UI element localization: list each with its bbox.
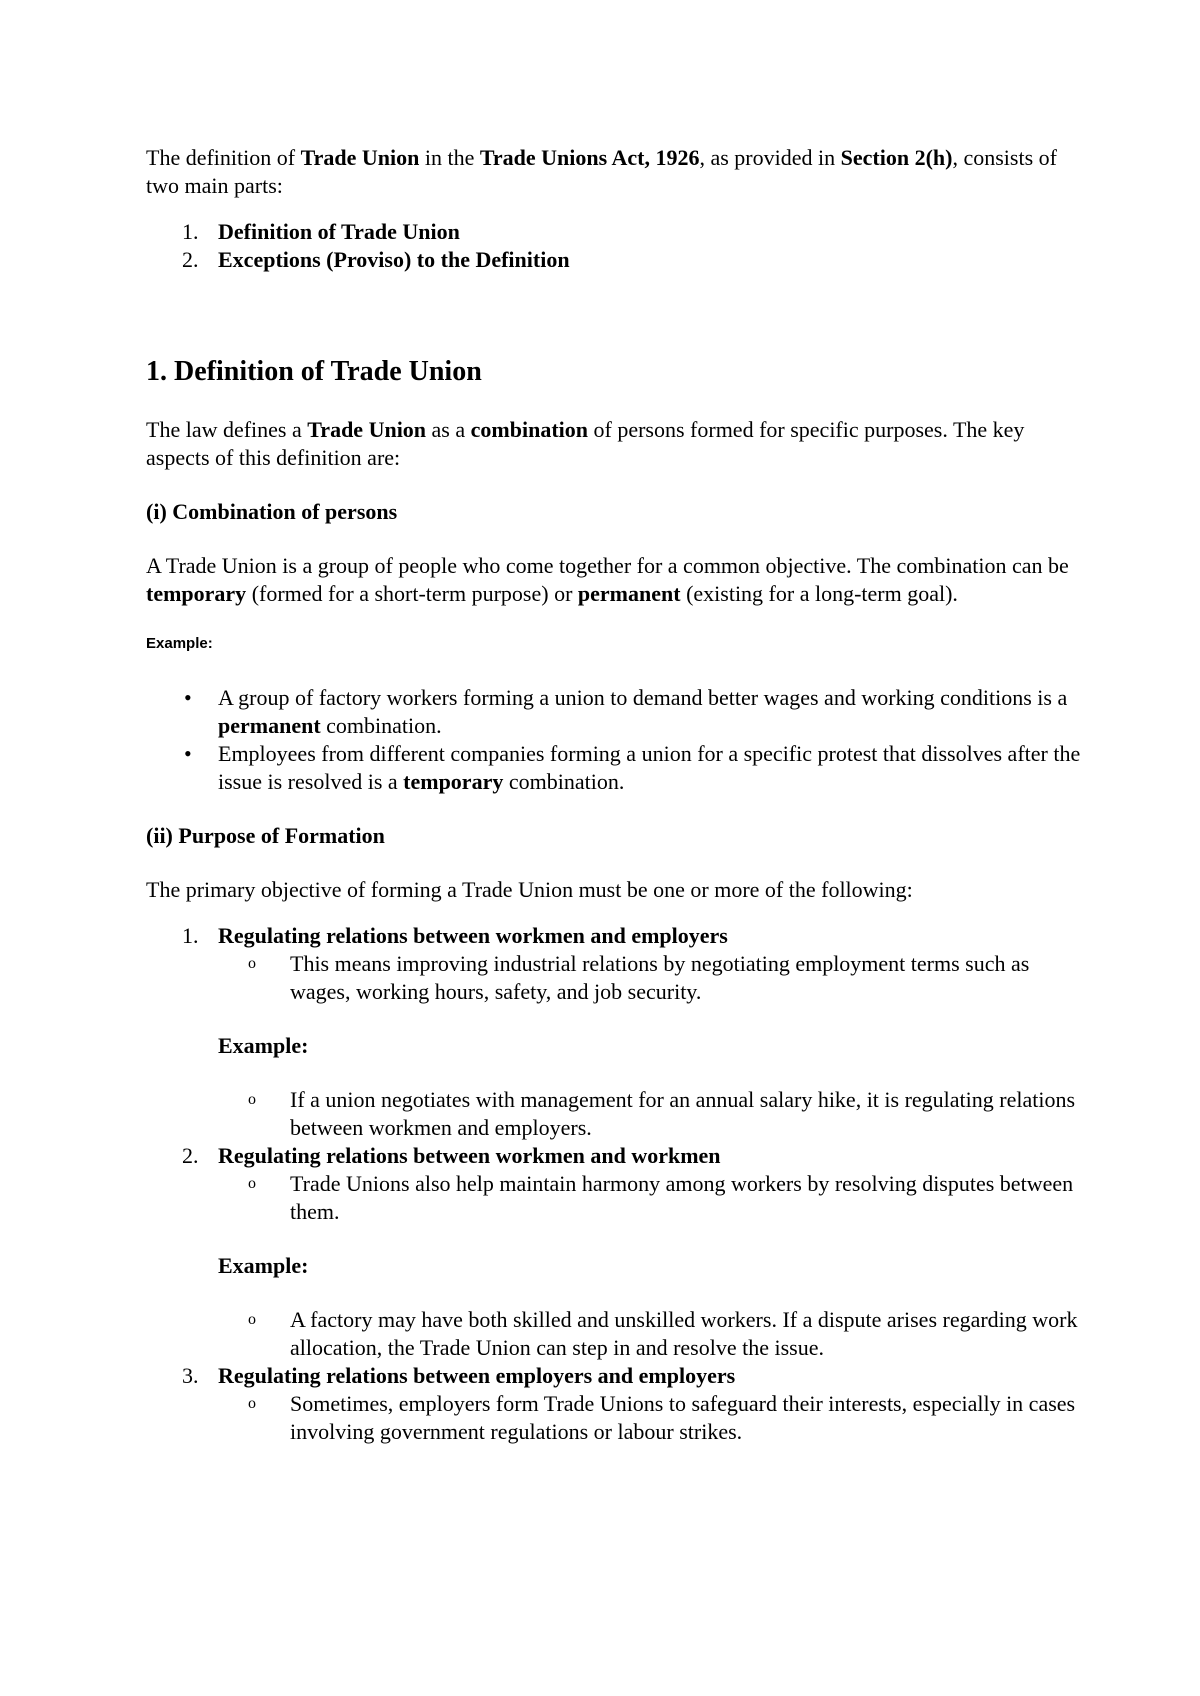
- purpose-paragraph: The primary objective of forming a Trade Union must be one or more of the following:: [146, 877, 913, 902]
- sub-item-text: Trade Unions also help maintain harmony among workers by resolving disputes between them.: [290, 1171, 1074, 1224]
- purpose-item: [146, 922, 1086, 1142]
- purpose-sublist: [218, 1170, 1086, 1226]
- bullet-item: [146, 684, 1086, 740]
- example-sublist: [218, 1086, 1086, 1142]
- paragraph-text: of persons formed for specific purposes. The key aspects of this definition are:: [146, 417, 1025, 470]
- bullet-icon: •: [184, 685, 192, 710]
- bullet-icon: •: [184, 741, 192, 766]
- paragraph-text: as a: [426, 417, 471, 442]
- sub-item-text: This means improving industrial relations by negotiating employment terms such as wages, working hours, safety, and job security.: [290, 951, 1030, 1004]
- bullet-text: combination.: [503, 769, 625, 794]
- paragraph-text: A Trade Union is a group of people who come together for a common objective. The combination can be: [146, 553, 1069, 578]
- parts-list-item: [146, 246, 1086, 274]
- bold-term: permanent: [218, 713, 321, 738]
- example-bullet-list: [146, 684, 1086, 796]
- subsection-heading-purpose: (ii) Purpose of Formation: [146, 823, 385, 848]
- sub-bullet-icon: o: [248, 955, 256, 972]
- sub-bullet-icon: o: [248, 1091, 256, 1108]
- list-number: 1.: [182, 219, 199, 244]
- purpose-list: [146, 922, 1086, 1446]
- purpose-title: Regulating relations between workmen and workmen: [218, 1143, 721, 1168]
- parts-list-item: [146, 218, 1086, 246]
- bullet-item: [146, 740, 1086, 796]
- purpose-sublist: [218, 950, 1086, 1006]
- paragraph-text: (existing for a long-term goal).: [680, 581, 958, 606]
- example-label: Example:: [218, 1253, 309, 1278]
- intro-text: The definition of: [146, 145, 301, 170]
- intro-bold-term: Trade Union: [300, 145, 420, 170]
- part-label: Exceptions (Proviso) to the Definition: [218, 247, 570, 272]
- subsection-heading-combination: (i) Combination of persons: [146, 499, 398, 524]
- list-number: 2.: [182, 1143, 199, 1168]
- purpose-title: Regulating relations between employers and employers: [218, 1363, 736, 1388]
- paragraph-text: (formed for a short-term purpose) or: [246, 581, 578, 606]
- intro-paragraph: [146, 144, 1086, 200]
- bullet-text: Employees from different companies forming a union for a specific protest that dissolves after the issue is resolved is a: [218, 741, 1081, 794]
- example-sublist: [218, 1306, 1086, 1362]
- sub-item: [218, 1086, 1086, 1142]
- sub-bullet-icon: o: [248, 1395, 256, 1412]
- bullet-text: A group of factory workers forming a union to demand better wages and working conditions is a: [218, 685, 1068, 710]
- bold-term: Trade Union: [307, 417, 427, 442]
- example-label: Example:: [146, 635, 213, 652]
- example-label: Example:: [218, 1033, 309, 1058]
- list-number: 1.: [182, 923, 199, 948]
- parts-list: [146, 218, 1086, 274]
- intro-bold-section: Section 2(h): [840, 145, 953, 170]
- bold-term: temporary: [146, 581, 247, 606]
- combination-paragraph: [146, 552, 1086, 608]
- purpose-item: [146, 1142, 1086, 1362]
- sub-item-text: Sometimes, employers form Trade Unions to safeguard their interests, especially in cases involving government regulations or labour strikes.: [290, 1391, 1076, 1444]
- sub-bullet-icon: o: [248, 1311, 256, 1328]
- purpose-sublist: [218, 1390, 1086, 1446]
- part-label: Definition of Trade Union: [218, 219, 460, 244]
- intro-text: , consists of two main parts:: [146, 145, 1057, 198]
- bold-term: combination: [470, 417, 588, 442]
- document-content: [146, 144, 1086, 1446]
- list-number: 2.: [182, 247, 199, 272]
- section-heading: 1. Definition of Trade Union: [146, 356, 482, 387]
- purpose-title: Regulating relations between workmen and employers: [218, 923, 728, 948]
- intro-bold-act: Trade Unions Act, 1926: [479, 145, 700, 170]
- intro-text: , as provided in: [699, 145, 841, 170]
- definition-paragraph: [146, 416, 1086, 472]
- bold-term: permanent: [577, 581, 681, 606]
- sub-item-text: A factory may have both skilled and unskilled workers. If a dispute arises regarding work allocation, the Trade Union can step in and resolve the issue.: [290, 1307, 1078, 1360]
- intro-text: in the: [419, 145, 480, 170]
- list-number: 3.: [182, 1363, 199, 1388]
- bold-term: temporary: [403, 769, 504, 794]
- sub-item: [218, 1390, 1086, 1446]
- sub-item: [218, 1170, 1086, 1226]
- purpose-item: [146, 1362, 1086, 1446]
- sub-bullet-icon: o: [248, 1175, 256, 1192]
- sub-item-text: If a union negotiates with management for an annual salary hike, it is regulating relations between workmen and employers.: [290, 1087, 1076, 1140]
- paragraph-text: The law defines a: [146, 417, 308, 442]
- sub-item: [218, 950, 1086, 1006]
- bullet-text: combination.: [320, 713, 442, 738]
- sub-item: [218, 1306, 1086, 1362]
